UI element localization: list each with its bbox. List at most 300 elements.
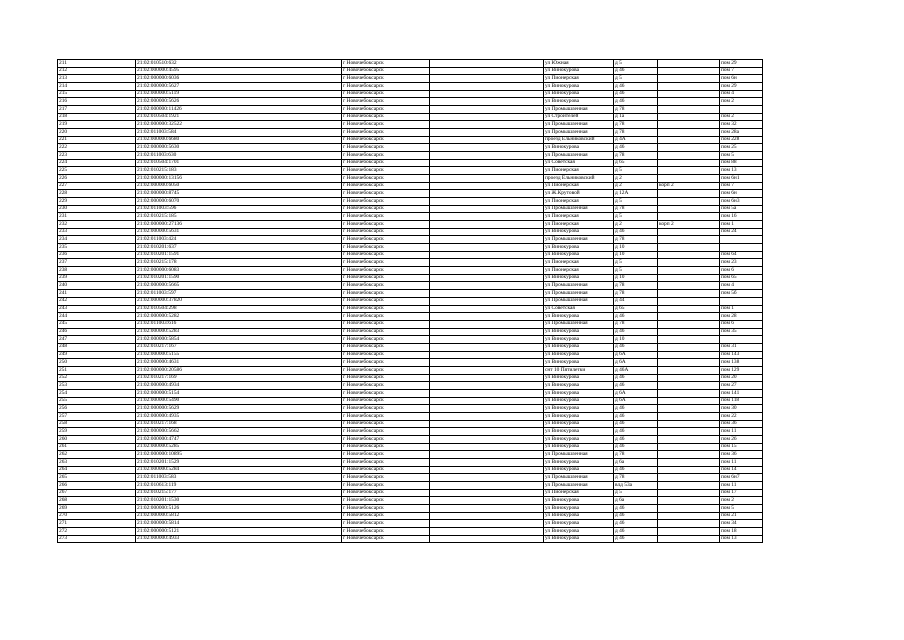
row-number-cell: 250 xyxy=(58,359,136,367)
row-number-cell: 214 xyxy=(58,83,136,91)
row-number-cell: 226 xyxy=(58,175,136,183)
cadastral-number-cell: 21:02:000000:5154 xyxy=(136,389,342,397)
table-row xyxy=(58,90,763,98)
house-cell: д 78 xyxy=(614,451,658,459)
table-row xyxy=(58,451,763,459)
street-cell: ул Винокурова xyxy=(544,251,614,259)
empty-cell xyxy=(430,282,544,290)
cadastral-number-cell: 21:02:000000:4934 xyxy=(136,382,342,390)
table-row xyxy=(58,228,763,236)
cadastral-number-cell: 21:02:000000:4933 xyxy=(136,535,342,543)
empty-cell xyxy=(430,474,544,482)
street-cell: ул Промышленная xyxy=(544,320,614,328)
empty-cell xyxy=(430,113,544,121)
empty-cell xyxy=(430,159,544,167)
empty-cell xyxy=(430,244,544,252)
cadastral-number-cell: 21:02:000000:8745 xyxy=(136,190,342,198)
empty-cell xyxy=(430,374,544,382)
city-cell: г Новочебоксарск xyxy=(342,282,430,290)
street-cell: ул Промышленная xyxy=(544,106,614,114)
city-cell: г Новочебоксарск xyxy=(342,75,430,83)
row-number-cell: 223 xyxy=(58,152,136,160)
empty-cell xyxy=(430,305,544,313)
empty-cell xyxy=(430,443,544,451)
empty-cell xyxy=(430,129,544,137)
empty-cell xyxy=(430,121,544,129)
cadastral-number-cell: 21:02:000000:37820 xyxy=(136,297,342,305)
city-cell: г Новочебоксарск xyxy=(342,351,430,359)
house-cell: д 46 xyxy=(614,435,658,443)
street-cell: ул Винокурова xyxy=(544,83,614,91)
building-cell xyxy=(658,458,720,466)
premises-cell xyxy=(720,236,763,244)
table-row xyxy=(58,198,763,206)
premises-cell xyxy=(720,106,763,114)
premises-cell: пом 6н3 xyxy=(720,198,763,206)
house-cell: д 46 xyxy=(614,420,658,428)
premises-cell: пом 118 xyxy=(720,397,763,405)
city-cell: г Новочебоксарск xyxy=(342,228,430,236)
building-cell xyxy=(658,67,720,75)
cadastral-number-cell: 21:02:011003:597 xyxy=(136,290,342,298)
premises-cell: пом 7 xyxy=(720,182,763,190)
row-number-cell: 228 xyxy=(58,190,136,198)
row-number-cell: 251 xyxy=(58,366,136,374)
street-cell: ул Винокурова xyxy=(544,343,614,351)
house-cell: д 46 xyxy=(614,443,658,451)
street-cell: ул Пионерская xyxy=(544,167,614,175)
row-number-cell: 261 xyxy=(58,443,136,451)
city-cell: г Новочебоксарск xyxy=(342,175,430,183)
table-row xyxy=(58,389,763,397)
city-cell: г Новочебоксарск xyxy=(342,167,430,175)
premises-cell: пом 29 xyxy=(720,60,763,68)
premises-cell: пом 7 xyxy=(720,67,763,75)
premises-cell: пом 4 xyxy=(720,282,763,290)
empty-cell xyxy=(430,489,544,497)
table-row xyxy=(58,136,763,144)
row-number-cell: 269 xyxy=(58,504,136,512)
house-cell: д 6А xyxy=(614,351,658,359)
house-cell: д 46 xyxy=(614,382,658,390)
city-cell: г Новочебоксарск xyxy=(342,152,430,160)
table-row xyxy=(58,374,763,382)
street-cell: ул Пионерская xyxy=(544,182,614,190)
row-number-cell: 225 xyxy=(58,167,136,175)
street-cell: ул Винокурова xyxy=(544,359,614,367)
row-number-cell: 260 xyxy=(58,435,136,443)
house-cell: д 78 xyxy=(614,236,658,244)
building-cell xyxy=(658,98,720,106)
table-row xyxy=(58,98,763,106)
cadastral-number-cell: 21:02:000000:5662 xyxy=(136,428,342,436)
table-row xyxy=(58,504,763,512)
row-number-cell: 247 xyxy=(58,336,136,344)
street-cell: ул Винокурова xyxy=(544,228,614,236)
row-number-cell: 273 xyxy=(58,535,136,543)
premises-cell: пом 2 xyxy=(720,113,763,121)
empty-cell xyxy=(430,136,544,144)
cadastral-number-cell: 21:02:010215:177 xyxy=(136,489,342,497)
building-cell xyxy=(658,397,720,405)
city-cell: г Новочебоксарск xyxy=(342,382,430,390)
house-cell: д 10 xyxy=(614,336,658,344)
table-row xyxy=(58,328,763,336)
building-cell xyxy=(658,244,720,252)
empty-cell xyxy=(430,366,544,374)
city-cell: г Новочебоксарск xyxy=(342,221,430,229)
building-cell xyxy=(658,228,720,236)
row-number-cell: 227 xyxy=(58,182,136,190)
cadastral-number-cell: 21:02:010217:168 xyxy=(136,420,342,428)
building-cell xyxy=(658,497,720,505)
premises-cell: пом 18 xyxy=(720,527,763,535)
premises-cell: пом 2 xyxy=(720,497,763,505)
empty-cell xyxy=(430,481,544,489)
premises-cell: пом 13 xyxy=(720,535,763,543)
empty-cell xyxy=(430,83,544,91)
house-cell: д 46 xyxy=(614,328,658,336)
cadastral-number-cell: 21:02:000000:10895 xyxy=(136,451,342,459)
table-row xyxy=(58,152,763,160)
city-cell: г Новочебоксарск xyxy=(342,481,430,489)
table-row xyxy=(58,420,763,428)
city-cell: г Новочебоксарск xyxy=(342,83,430,91)
city-cell: г Новочебоксарск xyxy=(342,504,430,512)
house-cell: д 46 xyxy=(614,90,658,98)
cadastral-number-cell: 21:02:000000:5627 xyxy=(136,83,342,91)
premises-cell: пом 16 xyxy=(720,213,763,221)
table-row xyxy=(58,443,763,451)
city-cell: г Новочебоксарск xyxy=(342,512,430,520)
row-number-cell: 246 xyxy=(58,328,136,336)
row-number-cell: 267 xyxy=(58,489,136,497)
premises-cell: пом 29 xyxy=(720,83,763,91)
empty-cell xyxy=(430,205,544,213)
cadastral-number-cell: 21:02:000000:27136 xyxy=(136,221,342,229)
street-cell: ул Промышленная xyxy=(544,236,614,244)
street-cell: ул Винокурова xyxy=(544,328,614,336)
empty-cell xyxy=(430,412,544,420)
cadastral-number-cell: 21:02:010201:637 xyxy=(136,244,342,252)
street-cell: ул Винокурова xyxy=(544,466,614,474)
table-row xyxy=(58,175,763,183)
building-cell xyxy=(658,320,720,328)
table-row xyxy=(58,397,763,405)
city-cell: г Новочебоксарск xyxy=(342,336,430,344)
row-number-cell: 271 xyxy=(58,520,136,528)
street-cell: ул Винокурова xyxy=(544,512,614,520)
row-number-cell: 254 xyxy=(58,389,136,397)
house-cell: д 78 xyxy=(614,152,658,160)
premises-cell xyxy=(720,336,763,344)
building-cell xyxy=(658,198,720,206)
building-cell xyxy=(658,466,720,474)
street-cell: ул Винокурова xyxy=(544,313,614,321)
building-cell xyxy=(658,428,720,436)
cadastral-number-cell: 21:02:010504:1921 xyxy=(136,113,342,121)
cadastral-number-cell: 21:02:000000:4595 xyxy=(136,67,342,75)
premises-cell: пом 5 xyxy=(720,152,763,160)
house-cell: д 12А xyxy=(614,190,658,198)
table-row xyxy=(58,159,763,167)
premises-cell: пом 20 xyxy=(720,374,763,382)
row-number-cell: 213 xyxy=(58,75,136,83)
cadastral-number-cell: 21:02:000000:5121 xyxy=(136,527,342,535)
building-cell xyxy=(658,136,720,144)
row-number-cell: 265 xyxy=(58,474,136,482)
street-cell: ул Винокурова xyxy=(544,497,614,505)
table-row xyxy=(58,359,763,367)
street-cell: ул Винокурова xyxy=(544,535,614,543)
row-number-cell: 255 xyxy=(58,397,136,405)
building-cell xyxy=(658,267,720,275)
table-body xyxy=(58,60,763,543)
house-cell: д 78 xyxy=(614,474,658,482)
house-cell: д 6А xyxy=(614,359,658,367)
street-cell: ул Винокурова xyxy=(544,336,614,344)
cadastral-number-cell: 21:02:000000:5155 xyxy=(136,351,342,359)
empty-cell xyxy=(430,60,544,68)
city-cell: г Новочебоксарск xyxy=(342,305,430,313)
street-cell: ул Пионерская xyxy=(544,213,614,221)
house-cell: д 46 xyxy=(614,228,658,236)
row-number-cell: 272 xyxy=(58,527,136,535)
building-cell xyxy=(658,90,720,98)
building-cell xyxy=(658,527,720,535)
empty-cell xyxy=(430,290,544,298)
empty-cell xyxy=(430,213,544,221)
premises-cell: пом 27 xyxy=(720,382,763,390)
city-cell: г Новочебоксарск xyxy=(342,159,430,167)
empty-cell xyxy=(430,328,544,336)
street-cell: ул Винокурова xyxy=(544,244,614,252)
premises-cell: пом 28 xyxy=(720,313,763,321)
street-cell: ул Винокурова xyxy=(544,443,614,451)
house-cell: д 46 xyxy=(614,512,658,520)
cadastral-number-cell: 21:02:000000:5284 xyxy=(136,466,342,474)
row-number-cell: 240 xyxy=(58,282,136,290)
row-number-cell: 236 xyxy=(58,251,136,259)
cadastral-number-cell: 21:02:000000:5665 xyxy=(136,282,342,290)
building-cell xyxy=(658,512,720,520)
cadastral-number-cell: 21:02:010215:185 xyxy=(136,213,342,221)
premises-cell: пом 5 xyxy=(720,504,763,512)
street-cell: ул Пионерская xyxy=(544,221,614,229)
row-number-cell: 262 xyxy=(58,451,136,459)
street-cell: ул Винокурова xyxy=(544,351,614,359)
city-cell: г Новочебоксарск xyxy=(342,267,430,275)
empty-cell xyxy=(430,382,544,390)
building-cell xyxy=(658,129,720,137)
city-cell: г Новочебоксарск xyxy=(342,198,430,206)
cadastral-number-cell: 21:02:010201:1530 xyxy=(136,497,342,505)
city-cell: г Новочебоксарск xyxy=(342,374,430,382)
empty-cell xyxy=(430,98,544,106)
building-cell xyxy=(658,420,720,428)
premises-cell: пом 138 xyxy=(720,359,763,367)
cadastral-number-cell: 21:02:010201:1590 xyxy=(136,274,342,282)
row-number-cell: 256 xyxy=(58,405,136,413)
empty-cell xyxy=(430,343,544,351)
row-number-cell: 215 xyxy=(58,90,136,98)
city-cell: г Новочебоксарск xyxy=(342,489,430,497)
cadastral-number-cell: 21:02:000000:5119 xyxy=(136,90,342,98)
building-cell xyxy=(658,351,720,359)
street-cell: ул Винокурова xyxy=(544,405,614,413)
empty-cell xyxy=(430,313,544,321)
row-number-cell: 232 xyxy=(58,221,136,229)
cadastral-number-cell: 21:02:011003:583 xyxy=(136,474,342,482)
empty-cell xyxy=(430,512,544,520)
premises-cell: пом 36 xyxy=(720,420,763,428)
street-cell: ул Винокурова xyxy=(544,90,614,98)
empty-cell xyxy=(430,251,544,259)
table-row xyxy=(58,129,763,137)
table-row xyxy=(58,259,763,267)
building-cell xyxy=(658,504,720,512)
table-row xyxy=(58,520,763,528)
premises-cell: пом 1 xyxy=(720,221,763,229)
cadastral-number-cell: 21:02:000000:13156 xyxy=(136,175,342,183)
premises-cell: пом 23 xyxy=(720,259,763,267)
empty-cell xyxy=(430,90,544,98)
street-cell: ул Винокурова xyxy=(544,435,614,443)
street-cell: ул Промышленная xyxy=(544,282,614,290)
premises-cell xyxy=(720,244,763,252)
premises-cell: пом 35 xyxy=(720,328,763,336)
row-number-cell: 249 xyxy=(58,351,136,359)
street-cell: ул Южная xyxy=(544,60,614,68)
city-cell: г Новочебоксарск xyxy=(342,443,430,451)
empty-cell xyxy=(430,451,544,459)
row-number-cell: 248 xyxy=(58,343,136,351)
building-cell xyxy=(658,205,720,213)
cadastral-number-cell: 21:02:000000:5126 xyxy=(136,504,342,512)
row-number-cell: 218 xyxy=(58,113,136,121)
property-table xyxy=(57,59,763,543)
table-row xyxy=(58,106,763,114)
table-row xyxy=(58,466,763,474)
city-cell: г Новочебоксарск xyxy=(342,520,430,528)
building-cell xyxy=(658,159,720,167)
building-cell xyxy=(658,328,720,336)
street-cell: ул Промышленная xyxy=(544,129,614,137)
building-cell xyxy=(658,190,720,198)
premises-cell: пом 5б xyxy=(720,290,763,298)
building-cell xyxy=(658,106,720,114)
street-cell: ул Винокурова xyxy=(544,504,614,512)
table-row xyxy=(58,144,763,152)
city-cell: г Новочебоксарск xyxy=(342,405,430,413)
building-cell: корп 2 xyxy=(658,182,720,190)
premises-cell: пом 65 xyxy=(720,274,763,282)
building-cell xyxy=(658,121,720,129)
table-row xyxy=(58,428,763,436)
city-cell: г Новочебоксарск xyxy=(342,106,430,114)
empty-cell xyxy=(430,75,544,83)
table-row xyxy=(58,382,763,390)
cadastral-number-cell: 21:02:011003:630 xyxy=(136,152,342,160)
building-cell xyxy=(658,213,720,221)
house-cell: д 46 xyxy=(614,98,658,106)
premises-cell: пом 36 xyxy=(720,451,763,459)
table-row xyxy=(58,121,763,129)
empty-cell xyxy=(430,504,544,512)
house-cell: влд 53а xyxy=(614,481,658,489)
premises-cell: пом 228 xyxy=(720,136,763,144)
table-row xyxy=(58,274,763,282)
house-cell: д 78 xyxy=(614,121,658,129)
street-cell: ул Промышленная xyxy=(544,474,614,482)
row-number-cell: 241 xyxy=(58,290,136,298)
cadastral-number-cell: 21:02:000000:5631 xyxy=(136,228,342,236)
empty-cell xyxy=(430,520,544,528)
city-cell: г Новочебоксарск xyxy=(342,420,430,428)
empty-cell xyxy=(430,466,544,474)
premises-cell: пом 64 xyxy=(720,251,763,259)
street-cell: ул Винокурова xyxy=(544,428,614,436)
cadastral-number-cell: 21:02:000000:32522 xyxy=(136,121,342,129)
table-row xyxy=(58,512,763,520)
building-cell xyxy=(658,336,720,344)
cadastral-number-cell: 21:02:000000:5283 xyxy=(136,328,342,336)
premises-cell: пом 34 xyxy=(720,520,763,528)
house-cell: д 10 xyxy=(614,244,658,252)
premises-cell: пом 26 xyxy=(720,435,763,443)
city-cell: г Новочебоксарск xyxy=(342,389,430,397)
cadastral-number-cell: 21:02:000000:4935 xyxy=(136,412,342,420)
premises-cell: пом 143 xyxy=(720,351,763,359)
cadastral-number-cell: 21:02:000000:5812 xyxy=(136,512,342,520)
table-row xyxy=(58,535,763,543)
table-row xyxy=(58,167,763,175)
row-number-cell: 216 xyxy=(58,98,136,106)
premises-cell: пом 6н7 xyxy=(720,474,763,482)
empty-cell xyxy=(430,152,544,160)
house-cell: д 46 xyxy=(614,504,658,512)
building-cell xyxy=(658,167,720,175)
city-cell: г Новочебоксарск xyxy=(342,90,430,98)
house-cell: д 46 xyxy=(614,144,658,152)
premises-cell: пом 30 xyxy=(720,405,763,413)
street-cell: ул Промышленная xyxy=(544,297,614,305)
street-cell: проезд Ельниковский xyxy=(544,175,614,183)
premises-cell: пом 25 xyxy=(720,144,763,152)
city-cell: г Новочебоксарск xyxy=(342,466,430,474)
house-cell: д 46 xyxy=(614,374,658,382)
row-number-cell: 243 xyxy=(58,305,136,313)
street-cell: ул Винокурова xyxy=(544,274,614,282)
table-row xyxy=(58,205,763,213)
empty-cell xyxy=(430,435,544,443)
premises-cell: пом 21 xyxy=(720,512,763,520)
table-row xyxy=(58,366,763,374)
house-cell: д 5 xyxy=(614,167,658,175)
premises-cell: пом 141 xyxy=(720,389,763,397)
house-cell: д 2 xyxy=(614,175,658,183)
table-row xyxy=(58,412,763,420)
empty-cell xyxy=(430,236,544,244)
cadastral-number-cell: 21:02:000000:5626 xyxy=(136,98,342,106)
city-cell: г Новочебоксарск xyxy=(342,259,430,267)
table-row xyxy=(58,481,763,489)
premises-cell: пом 4 xyxy=(720,90,763,98)
street-cell: ул Ж.Крутовой xyxy=(544,190,614,198)
building-cell xyxy=(658,305,720,313)
premises-cell: пом 1 xyxy=(720,305,763,313)
city-cell: г Новочебоксарск xyxy=(342,129,430,137)
